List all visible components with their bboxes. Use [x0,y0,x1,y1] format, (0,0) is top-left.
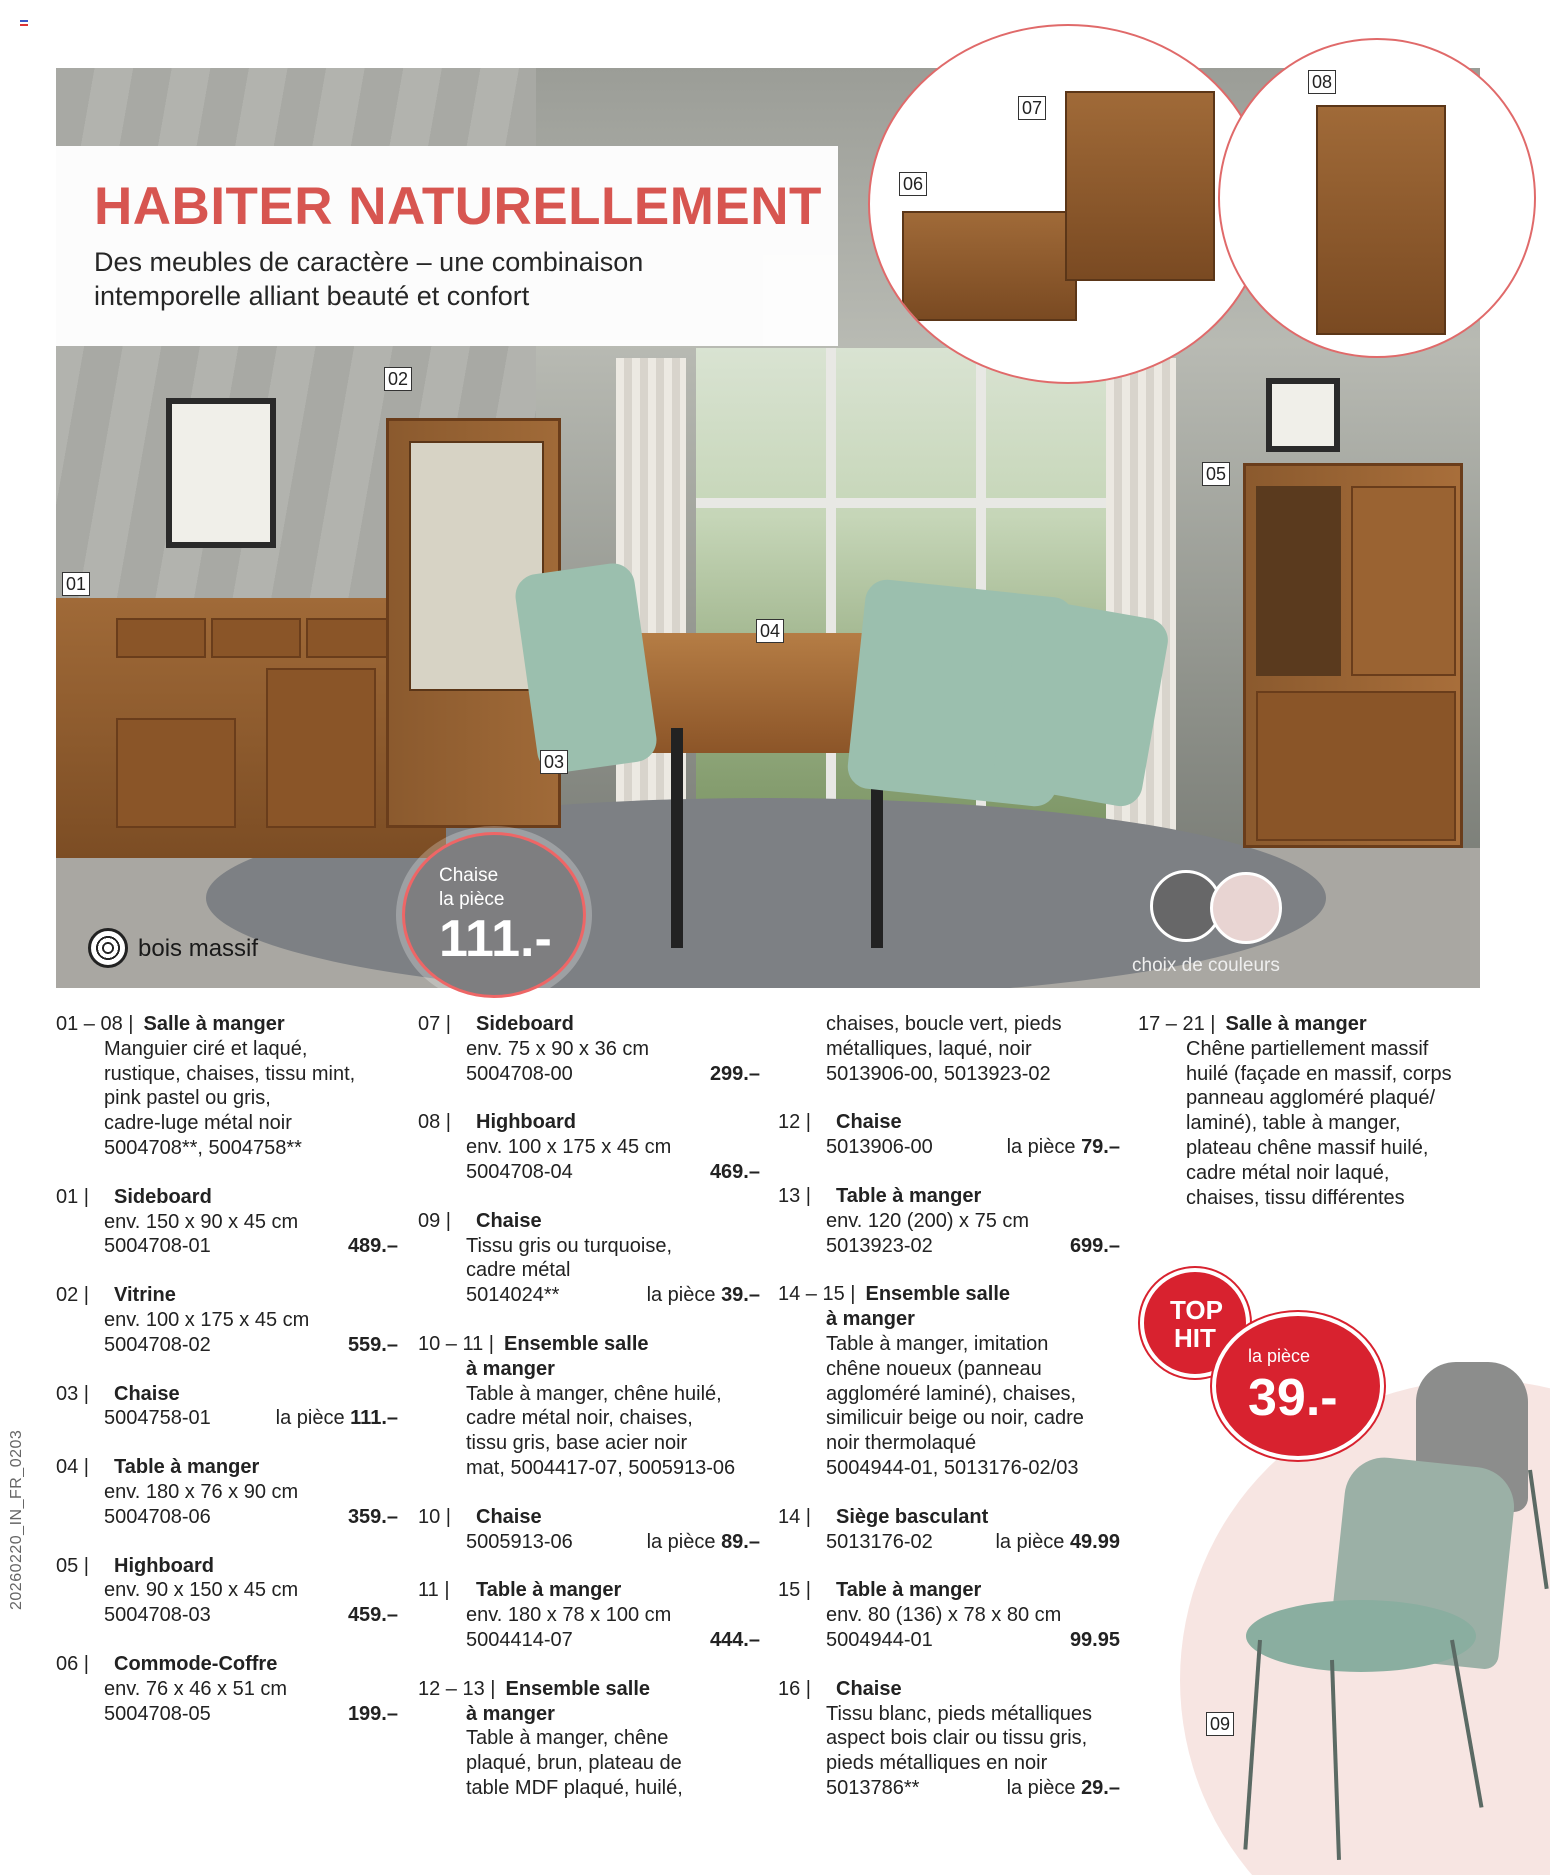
item-description-line: env. 180 x 78 x 100 cm [466,1604,672,1627]
item-description-line: 5004944-01, 5013176-02/03 [826,1456,1079,1479]
item-price-group [1070,1628,1120,1653]
item-description-line: env. 80 (136) x 78 x 80 cm [826,1604,1062,1627]
item-price-group [710,1062,760,1087]
item-code-price-row [418,1062,760,1087]
label-09: 09 [1206,1712,1234,1736]
item-code: 5004708-03 [104,1604,211,1627]
item-price-prefix: la pièce [1006,1136,1076,1159]
item-description-line: cadre-luge métal noir [104,1112,292,1135]
item-description-line: env. 100 x 175 x 45 cm [104,1308,310,1331]
item-price-group [348,1333,398,1358]
item-description-line: 5004708**, 5004758** [104,1136,302,1159]
item-price-group [647,1530,760,1555]
price-badge-price: 111.- [439,910,552,968]
item-number: 14 – 15 | [778,1283,856,1306]
item-name: Salle à manger [1225,1013,1367,1035]
label-08: 08 [1308,70,1336,94]
color-swatch-pink [1210,872,1282,944]
item-name: Table à manger [836,1579,982,1602]
item-description-line: env. 120 (200) x 75 cm [826,1209,1030,1232]
item-number: 04 | [56,1456,89,1479]
item-code-price-row [778,1135,1120,1160]
item-code-price-row [778,1234,1120,1259]
item-price: 699.– [1069,1234,1120,1257]
item-number: 12 – 13 | [418,1677,496,1700]
item-code-price-row [418,1530,760,1555]
product-item [418,1209,760,1308]
item-name: Chaise [836,1677,902,1700]
item-name: Sideboard [114,1185,212,1208]
product-item [418,1332,760,1481]
item-name: Ensemble salle [504,1332,649,1355]
item-price-group [348,1702,398,1727]
highboard-tall-photo [1316,105,1446,335]
item-price-group [710,1160,760,1185]
promo-chair-seat [1246,1600,1476,1672]
item-name: Chaise [476,1505,542,1528]
item-description-line: Table à manger, chêne huilé, [466,1382,722,1405]
item-code: 5004944-01 [826,1628,933,1651]
promo-price-badge [1212,1312,1384,1460]
item-price-group [348,1603,398,1628]
item-description-line: cadre métal noir laqué, [1186,1161,1390,1184]
item-number: 10 | [418,1505,451,1528]
item-code: 5013786** [826,1776,920,1799]
item-code: 5004708-00 [466,1062,573,1085]
product-item [56,1012,398,1161]
product-item [56,1185,398,1259]
label-05: 05 [1202,462,1230,486]
label-03: 03 [540,750,568,774]
wood-rings-icon [88,928,128,968]
price-badge-line2: la pièce [439,889,505,910]
item-code-price-row [778,1530,1120,1555]
item-price-group [995,1530,1120,1555]
item-price: 469.– [709,1160,760,1183]
item-code: 5013923-02 [826,1234,933,1257]
item-number: 12 | [778,1111,811,1134]
item-number: 06 | [56,1652,89,1675]
item-price: 459.– [347,1604,398,1627]
item-name: Salle à manger [143,1013,285,1035]
item-code-price-row [418,1160,760,1185]
item-price-group [1007,1776,1120,1801]
product-column-1 [56,1012,398,1750]
item-name: Ensemble salle [505,1677,651,1700]
item-name: Table à manger [836,1184,982,1207]
label-01: 01 [62,572,90,596]
item-price-prefix: la pièce [646,1284,716,1307]
colors-caption: choix de couleurs [1132,955,1280,976]
product-item [778,1505,1120,1555]
label-02: 02 [384,367,412,391]
top-hit-line1: TOP [1170,1295,1223,1325]
item-code-price-row [56,1406,398,1431]
item-number: 10 – 11 | [418,1332,494,1355]
item-price: 489.– [347,1235,398,1258]
item-code: 5004758-01 [104,1407,211,1430]
item-price: 199.– [347,1702,398,1725]
item-description-line: Table à manger, chêne [466,1727,669,1750]
item-description-line: plateau chêne massif huilé, [1186,1136,1429,1159]
item-number: 16 | [778,1677,811,1700]
item-description-line: env. 76 x 46 x 51 cm [104,1677,288,1700]
product-item [56,1283,398,1357]
item-name: Sideboard [476,1013,574,1035]
item-code-price-row [56,1333,398,1358]
item-price-group [1070,1234,1120,1259]
item-price: 99.95 [1069,1628,1120,1651]
item-price-prefix: la pièce [1006,1776,1076,1799]
label-06: 06 [899,172,927,196]
promo-badge-line1: la pièce [1248,1346,1311,1366]
item-description-line: Table à manger, imitation [826,1332,1049,1355]
item-code: 5013906-00 [826,1136,933,1159]
sideboard-small-photo [1065,91,1215,281]
item-name: Commode-Coffre [114,1652,278,1675]
item-name: Chaise [114,1382,180,1405]
item-number: 03 | [56,1382,89,1405]
item-description-line: pink pastel ou gris, [104,1087,271,1110]
item-name: Vitrine [114,1284,176,1307]
item-code: 5014024** [466,1284,560,1307]
item-code: 5004708-04 [466,1160,573,1183]
product-item [418,1110,760,1184]
item-price-prefix: la pièce [275,1407,345,1430]
subtitle-line-2: intemporelle alliant beauté et confort [94,281,530,311]
item-description-line: Tissu blanc, pieds métalliques [826,1702,1093,1725]
item-price-prefix: la pièce [646,1530,716,1553]
item-name: Highboard [476,1111,576,1134]
item-number: 01 – 08 | [56,1013,134,1035]
page-mark [20,20,28,26]
item-description-line: plaqué, brun, plateau de [466,1752,682,1775]
item-description-line: env. 90 x 150 x 45 cm [104,1579,299,1602]
item-code: 5004708-02 [104,1333,211,1356]
item-description-line: Tissu gris ou turquoise, [466,1234,673,1257]
page-title: HABITER NATURELLEMENT [94,177,822,236]
item-number: 13 | [778,1184,811,1207]
top-hit-line2: HIT [1174,1323,1216,1353]
item-description-line: tissu gris, base acier noir [466,1432,688,1455]
commode-coffre-photo [902,211,1077,321]
product-item [418,1505,760,1555]
item-description-line: cadre métal [466,1259,571,1282]
item-price: 444.– [709,1628,760,1651]
promo-badge-price: 39.- [1248,1369,1338,1427]
item-description-line: laminé), table à manger, [1186,1112,1401,1135]
item-code-price-row [778,1776,1120,1801]
item-number: 17 – 21 | [1138,1013,1216,1035]
item-description-line: similicuir beige ou noir, cadre [826,1407,1084,1430]
item-price-group [348,1505,398,1530]
item-description-line: env. 180 x 76 x 90 cm [104,1480,299,1503]
item-description-line: Manguier ciré et laqué, [104,1037,308,1060]
item-description-line: chêne noueux (panneau [826,1357,1042,1380]
label-07: 07 [1018,96,1046,120]
item-price-group [276,1406,398,1431]
item-code: 5004708-06 [104,1505,211,1528]
subtitle-line-1: Des meubles de caractère – une combinaison [94,247,644,277]
item-code-price-row [56,1603,398,1628]
item-name: Highboard [114,1554,214,1577]
item-price: 29.– [1081,1776,1120,1799]
item-description-line: 5013906-00, 5013923-02 [826,1062,1051,1085]
item-name-line2: à manger [466,1357,555,1380]
item-code: 5013176-02 [826,1530,933,1553]
product-column-4 [1138,1012,1480,1234]
material-tag: bois massif [138,935,259,962]
product-item [418,1012,760,1086]
product-item [56,1455,398,1529]
product-item [778,1677,1120,1801]
item-price-group [348,1234,398,1259]
product-item [778,1282,1120,1480]
item-code-price-row [56,1234,398,1259]
item-code: 5004708-01 [104,1235,211,1258]
product-item [56,1652,398,1726]
inset-circle-commode [868,24,1268,384]
item-name: Ensemble salle [865,1283,1011,1306]
side-code: 20260220_IN_FR_0203 [8,1429,25,1610]
item-description-line: métalliques, laqué, noir [826,1037,1032,1060]
item-price-group [1007,1135,1120,1160]
item-description-line: panneau aggloméré plaqué/ [1186,1087,1436,1110]
item-code: 5005913-06 [466,1530,573,1553]
product-column-2 [418,1012,760,1825]
item-description-line: chaises, boucle vert, pieds [826,1013,1062,1035]
item-description-line: mat, 5004417-07, 5005913-06 [466,1456,736,1479]
item-description-line: pieds métalliques en noir [826,1752,1048,1775]
product-item [778,1184,1120,1258]
label-04: 04 [756,619,784,643]
item-number: 09 | [418,1209,451,1232]
item-price: 89.– [721,1530,760,1553]
item-description-line: chaises, tissu différentes [1186,1186,1405,1209]
item-description-line: env. 100 x 175 x 45 cm [466,1136,672,1159]
item-name-line2: à manger [826,1308,915,1331]
item-code-price-row [778,1628,1120,1653]
item-number: 07 | [418,1013,451,1035]
item-name: Table à manger [476,1579,622,1602]
item-price: 111.– [350,1407,398,1430]
title-panel [56,146,838,346]
item-code: 5004708-05 [104,1702,211,1725]
item-name: Chaise [476,1209,542,1232]
item-price-prefix: la pièce [995,1530,1065,1553]
item-description-line: cadre métal noir, chaises, [466,1407,693,1430]
item-name: Siège basculant [836,1505,989,1528]
item-number: 11 | [418,1579,450,1602]
item-code-price-row [418,1628,760,1653]
product-item [56,1554,398,1628]
item-description-line: noir thermolaqué [826,1432,977,1455]
item-description-line: aspect bois clair ou tissu gris, [826,1727,1088,1750]
item-price: 299.– [709,1062,760,1085]
item-name-line2: à manger [466,1702,555,1725]
chair-price-badge [402,832,586,998]
highboard-photo [1243,463,1463,848]
item-price-group [647,1283,760,1308]
inset-circle-highboard [1218,38,1536,358]
item-name: Chaise [836,1111,902,1134]
item-price: 559.– [347,1333,398,1356]
product-item [418,1578,760,1652]
item-name: Table à manger [114,1456,260,1479]
product-item [56,1382,398,1432]
product-item [418,1677,760,1801]
item-price: 49.99 [1069,1530,1120,1553]
item-description-line: table MDF plaqué, huilé, [466,1776,683,1799]
item-description-line: rustique, chaises, tissu mint, [104,1062,356,1085]
item-code: 5004414-07 [466,1628,573,1651]
product-item [778,1012,1120,1086]
wall-picture-right [1266,378,1340,452]
price-badge-line1: Chaise [439,865,499,886]
product-column-3 [778,1012,1120,1825]
item-number: 15 | [778,1579,811,1602]
item-price-group [710,1628,760,1653]
item-description-line: env. 75 x 90 x 36 cm [466,1037,650,1060]
item-description-line: aggloméré laminé), chaises, [826,1382,1077,1405]
item-price: 39.– [721,1284,760,1307]
item-number: 14 | [778,1505,811,1528]
item-description-line: huilé (façade en massif, corps [1186,1062,1452,1085]
item-number: 01 | [56,1185,89,1208]
product-item [778,1578,1120,1652]
item-number: 05 | [56,1554,89,1577]
product-item [778,1110,1120,1160]
item-code-price-row [56,1505,398,1530]
item-description-line: Chêne partiellement massif [1186,1037,1429,1060]
item-number: 08 | [418,1111,451,1134]
item-description-line: env. 150 x 90 x 45 cm [104,1210,299,1233]
item-price: 359.– [347,1505,398,1528]
wall-picture [166,398,276,548]
item-number: 02 | [56,1284,89,1307]
item-price: 79.– [1081,1136,1120,1159]
product-item [1138,1012,1480,1210]
item-code-price-row [418,1283,760,1308]
item-code-price-row [56,1702,398,1727]
